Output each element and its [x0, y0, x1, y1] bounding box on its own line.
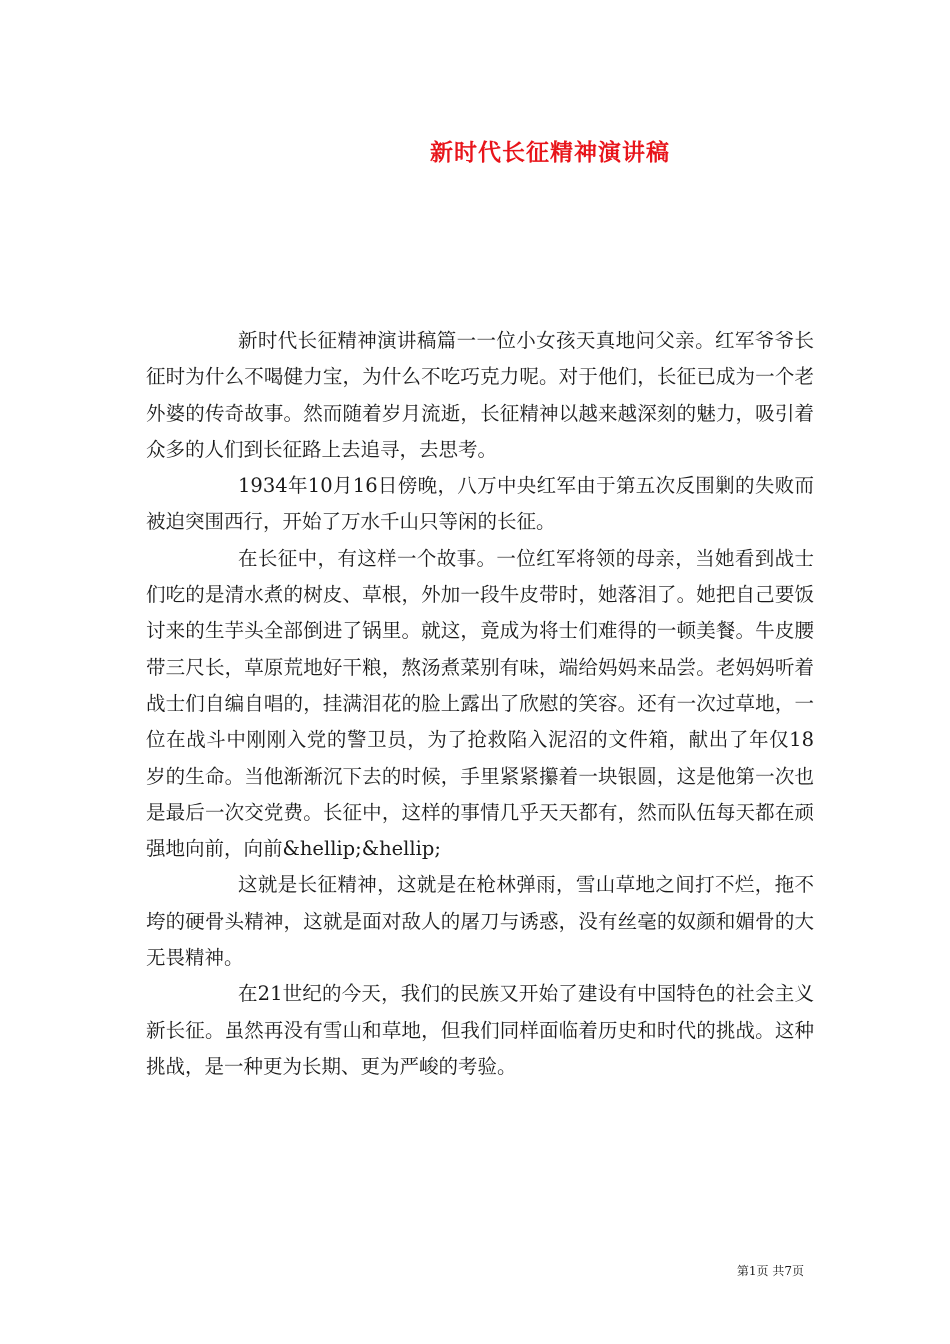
- paragraph-3: 在长征中，有这样一个故事。一位红军将领的母亲，当她看到战士们吃的是清水煮的树皮、草根，外加一段牛皮带时，她落泪了。她把自己要饭讨来的生芋头全部倒进了锅里。就这，竟成为将士们难得的一顿美餐。牛皮腰带三尺长，草原荒地好干粮，熬汤煮菜别有味，端给妈妈来品尝。老妈妈听着战士们自编自唱的，挂满泪花的脸上露出了欣慰的笑容。还有一次过草地，一位在战斗中刚刚入党的警卫员，为了抢救陷入泥沼的文件箱，献出了年仅18岁的生命。当他渐渐沉下去的时候，手里紧紧攥着一块银圆，这是他第一次也是最后一次交党费。长征中，这样的事情几乎天天都有，然而队伍每天都在顽强地向前，向前&hellip;&hellip;: [146, 546, 814, 861]
- paragraph-2: 1934年10月16日傍晚，八万中央红军由于第五次反围剿的失败而被迫突围西行，开始了万水千山只等闲的长征。: [146, 474, 814, 534]
- paragraph-1: 新时代长征精神演讲稿篇一一位小女孩天真地问父亲。红军爷爷长征时为什么不喝健力宝，为什么不吃巧克力呢。对于他们，长征已成为一个老外婆的传奇故事。然而随着岁月流逝，长征精神以越来越深刻的魅力，吸引着众多的人们到长征路上去追寻，去思考。: [146, 329, 814, 461]
- page-number-footer: 第1页 共7页: [736, 1264, 804, 1278]
- paragraph-4: 这就是长征精神，这就是在枪林弹雨，雪山草地之间打不烂，拖不垮的硬骨头精神，这就是面对敌人的屠刀与诱惑，没有丝毫的奴颜和媚骨的大无畏精神。: [146, 873, 814, 970]
- document-body: [146, 323, 814, 1085]
- document-title: 新时代长征精神演讲稿: [430, 139, 670, 166]
- paragraph-5: 在21世纪的今天，我们的民族又开始了建设有中国特色的社会主义新长征。虽然再没有雪山和草地，但我们同样面临着历史和时代的挑战。这种挑战，是一种更为长期、更为严峻的考验。: [146, 982, 814, 1078]
